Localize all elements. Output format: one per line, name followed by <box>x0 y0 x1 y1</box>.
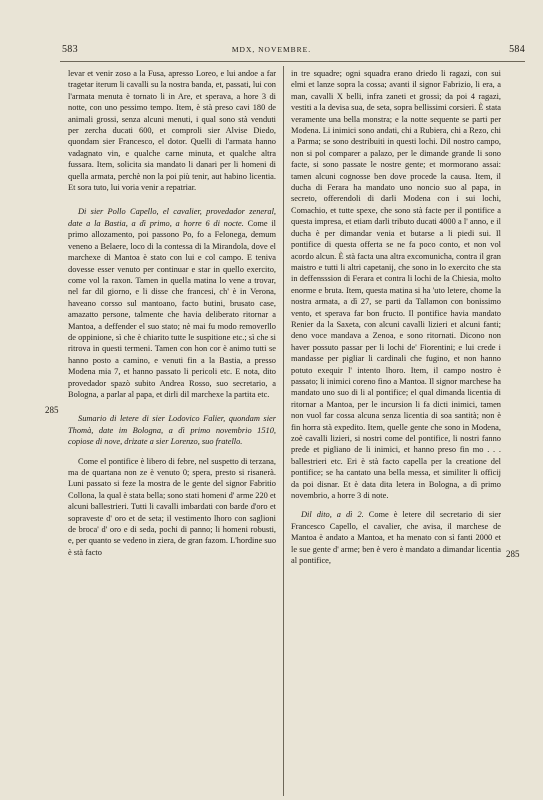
left-entry-heading-2: Sumario di letere di sier Lodovico Falier, quondam sier Thomà, date im Bologna, a dì primo novembrio 1510, copiose di nove, drizate a sier Lorenzo, suo fratello. <box>68 414 276 447</box>
column-divider <box>283 66 284 796</box>
right-paragraph-1: in tre squadre; ogni squadra erano driedo li ragazi, con sui elmi et lanze sopra la cossa; avanti il signor Fabrizio, li era, a man, cavalli X belli, infra zaneti et grossi; da poi 4 ragazi, vestiti a la devisa sua, de seta, sopra bellissimi corsieri. È stata veramente una bella monstra; e la notte sequente se parti per Modena. Li inimici sono andati, chi a Rubiera, chi a Rezo, chi a Parma; se sono destribuiti in questi lochi. Dil nostro campo, non si pol comparer a palazo, per le dimande grande li sono facte, si sono passate le nostre gente; et mormorano assai: tamen alcuni cognosse ben dove procede la causa. Item, il ducha di Ferara ha mandato uno noncio suo al papa, in secreto, offerendoli di darli Modena con i sui lochi, Comachio, et tutte spexe, che sono stà facte per il pontifice a questa impresa, et etiam darli tributo ducati 4000 a l' anno, e il ducha è per dimandar venia et butarse a li piedi sui. Il pontifice di questa offerta se ne fa poco conto, et non vol acordo alcun. È stà facta una altra excomunicha, contra il gran maistro e tutti li altri capetanij, che sono in lo exercito che sta in deffensssion di Ferara et contra li lochi de la Chiesia, molto enorme e bruta. Item, questa matina si ha 'uto letere, chome la nostra armata, a dì 27, se parti da Tallamon con bonissimo vento, et sperava far bon fructo. Il pontifice havia mandato Renier da la Saxeta, con alcuni cavalli lizieri et alcuni fanti; deno voce mandava a Zenoa, e sono ritornati. Dicono non haver possuto passar per li lochi de' Fiorentini; e lui crede i mandasse per pigliar li cardinali che fugino, et non hanno potuto exequir l' intento lhoro. Item, il campo nostro è passato; li inimici coreno fino a Mantoa. Il signor marchese ha mandato uno suo di li al pontifice; el qual dimanda licentia di ritornar a Mantoa, per le incursion li fa dicti inimici, tamen non vuol far cossa alcuna senza licentia di soa santità; non è fin horra stà expedito. Item, quelle gente che sono in Modena, zoè cavalli lizieri, si nostri come del pontifice, li nostri fanno prede et pigliano de li inimici, et hanno preso fin mo . . . ballestrieri etc. Eri è stà facto capella per la creatione del pontifice; se ha cantato una bella messa, et similiter li officij da poi disnar. Et è data dita letera in Bologna, a dì primo novembrio, a horre 3 di note. <box>291 69 501 501</box>
left-entry-heading-1: Di sier Pollo Capello, el cavalier, provedador zeneral, date a la Bastia, a dì primo, a horre 6 di nocte. <box>68 207 276 228</box>
left-entry-body-2: Come el pontifice è libero di febre, nel suspetto di terzana, ma de quartana non ze è venuto 0; spera, presto si risanerà. Luni passato si feze la mostra de le gente del signor Fabritio Collona, la qual è stata bella; sono stati homeni d' arme 220 et alcuni ballestrieri. Tutti li cavalli imbardati con barde d'oro et sopraveste d' oro et de seta; il vestimento lhoro con saglioni de broca' d' oro e di seda, pochi di panno; li homeni robusti, e, per quanto se vedeno in ziera, de gran fazom. L'hordine suo è stà facto <box>68 456 277 557</box>
right-entry-heading-1: Dil dito, a dì 2. <box>301 510 364 520</box>
header-rule <box>60 61 525 62</box>
margin-number-right: 285 <box>506 549 520 559</box>
right-column <box>291 68 501 566</box>
margin-number-left: 285 <box>45 405 59 415</box>
left-entry-body-1: Come il primo allozamento, poi passono Po, fo a Felonega, demum veneno a Belaere, loco di la contessa di la Mirandola, dove el marchexe di Mantoa è stato con lui e col campo. E teniva dovesse esser venuto per continuar e star in quello exercito, come vol la raxon. Tamen in quella matina lo vene a trovar, nel far dil giorno, e li disse che francesi, ch' è in Verona, haveano corsso sul mantoano, facto butini, brusato case, amazatto persone, talmente che havia deliberato ritornar a Mantoa, a deffender el suo stato; nè mai fu modo removerllo de oppinione, sì che è chiarito tutte le suspitione etc.; sì che si ritrova in questi termeni. Tamen con hon cor è animo tutti se hanno posto a camino, e venuti fin a la Bastia, a presso Modena mia 7, et hanno passato li pericoli etc. E nota, dito provedador spazò subito Andrea Rosso, suo secretario, a Bologna, a parlar al papa, et dirli dil marchexe la partita etc. <box>68 218 276 399</box>
running-title: MDX, NOVEMBRE. <box>231 45 312 54</box>
left-column <box>68 68 276 558</box>
right-entry-body-1: Come è letere dil secretario di sier Francesco Capello, el cavalier, che avisa, il marchese de Mantoa è andato a Mantoa, et ha menato con sì fanti 2000 et le sue gente d' arme; ben è vero è mandato a dimandar licentia al pontifice, <box>291 510 502 566</box>
page-number-right: 584 <box>509 44 525 55</box>
page-number-left: 583 <box>62 44 78 55</box>
left-paragraph-1: levar et venir zoso a la Fusa, apresso Loreo, e lui andoe a far tragetar iterum li cavalli su la nostra banda, et, passati, lui con l'armata menuta è tornato li in Are, et sperava, a hore 3 di notte, con uno pessimo tempo. Item, è stà preso cavi 180 de animali grossi, senza alcuni menuti, i qual sono stà venduti per zercha ducati 600, et comproli sier Alvise Diedo, quondam sier Francesco, el dotor. Quelli di l'armata hanno vadagnato vin, e qualche carne minuta, et qualche altra fussara. Item, solicita sia mandato li danari per li homeni di quella armata, perchè non la poi più tenir, aut habino licentia. Et sora tuto, lui voria venir a repatriar. <box>68 69 276 193</box>
running-header <box>0 44 543 58</box>
